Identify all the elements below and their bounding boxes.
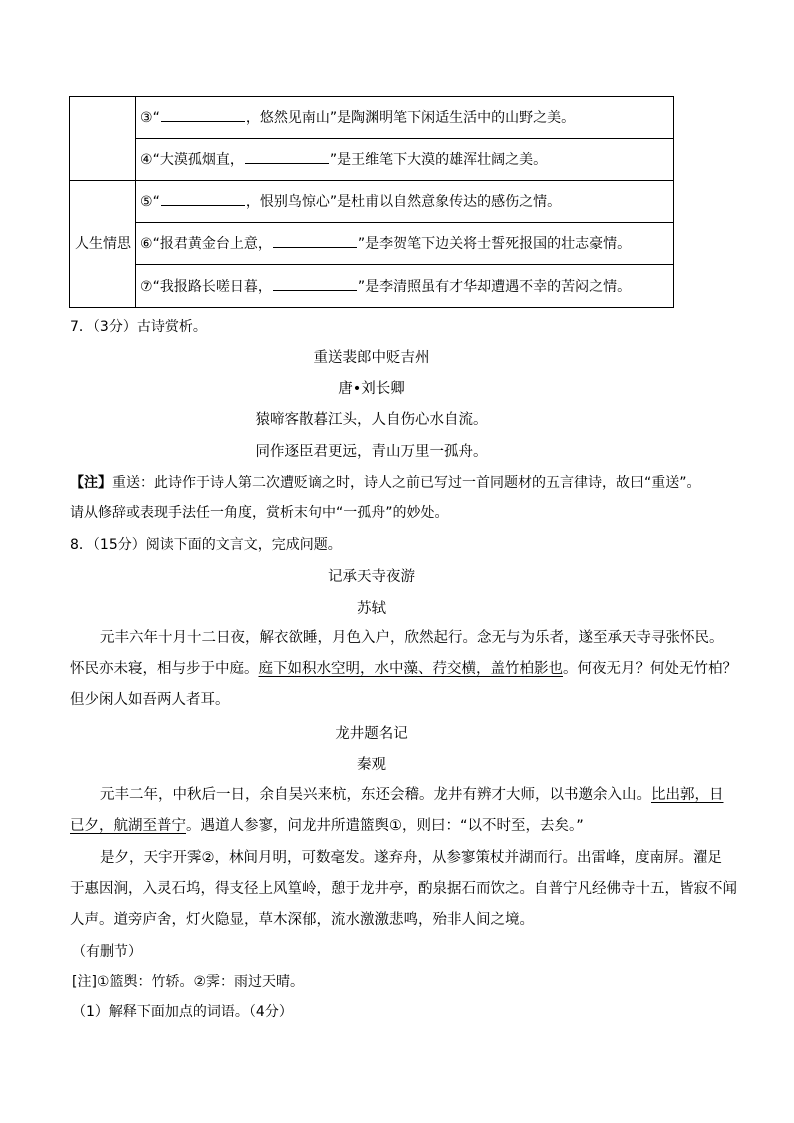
table-border-right	[673, 96, 674, 308]
row-number: ④	[140, 152, 153, 168]
underlined-sentence: 已夕，航湖至普宁	[70, 818, 186, 834]
table-row	[140, 108, 575, 128]
fill-blank[interactable]	[273, 234, 357, 248]
row-text-before: “我报路长嗟日暮，	[152, 279, 272, 295]
note-label: 【注】	[70, 475, 112, 491]
fill-blank[interactable]	[245, 150, 329, 164]
underlined-sentence: 庭下如积水空明，水中藻、荇交横，盖竹柏影也	[258, 661, 563, 677]
q8-sub1: （1）解释下面加点的词语。（4分）	[72, 1004, 293, 1020]
text2-line	[100, 785, 760, 805]
table-row	[140, 192, 561, 212]
abridged-note: （有删节）	[72, 944, 142, 960]
row-text-before: “报君黄金台上意，	[152, 236, 272, 252]
q8-note: [注]①篮舆：竹轿。②霁：雨过天晴。	[72, 974, 305, 990]
row-text-before: “	[152, 110, 160, 126]
poem-line: 同作逐臣君更远，青山万里一孤舟。	[255, 444, 488, 460]
table-divider	[135, 138, 674, 139]
text2-line: 人声。道旁庐舍，灯火隐显，草木深郁，流水激激悲鸣，殆非人间之境。	[70, 912, 534, 928]
fill-blank[interactable]	[273, 277, 357, 291]
row-number: ③	[140, 110, 153, 126]
table-border-top	[69, 96, 674, 97]
text2-line: 于惠因涧，入灵石坞，得支径上风篁岭，憩于龙井亭，酌泉据石而饮之。自普宁凡经佛寺十五，皆寂不闻	[70, 881, 737, 897]
category-label: 人生情思	[75, 236, 131, 252]
q7-note	[70, 472, 701, 492]
table-row	[140, 150, 547, 170]
note-text: 重送：此诗作于诗人第二次遭贬谪之时，诗人之前已写过一首同题材的五言律诗，故曰“重送”。	[112, 475, 701, 491]
q8-header: 8．（15分）阅读下面的文言文，完成问题。	[70, 537, 342, 553]
poem-line: 猿啼客散暮江头，人自伤心水自流。	[255, 412, 488, 428]
text2-line	[70, 816, 730, 836]
text2-line: 是夕，天宇开霁②，林间月明，可数毫发。遂弃舟，从参寥策杖并湖而行。出雷峰，度南屏。濯足	[100, 850, 722, 866]
text2-title: 龙井题名记	[335, 726, 408, 742]
text1-title: 记承天寺夜游	[328, 569, 415, 585]
text2-author: 秦观	[357, 757, 386, 773]
table-divider	[69, 180, 674, 181]
text-segment: 怀民亦未寝，相与步于中庭。	[70, 661, 259, 677]
text-segment: 。遇道人参寥，问龙井所遣篮舆①，则曰：“以不时至，去矣。”	[186, 818, 584, 834]
fill-blank[interactable]	[161, 108, 245, 122]
fill-blank[interactable]	[161, 192, 245, 206]
underlined-sentence: 比出郭，日	[651, 787, 724, 803]
row-text-after: ”是王维笔下大漠的雄浑壮阔之美。	[329, 152, 548, 168]
poetry-fill-table	[69, 96, 674, 308]
row-number: ⑦	[140, 279, 153, 295]
row-text-after: ，恨别鸟惊心”是杜甫以自然意象传达的感伤之情。	[245, 194, 562, 210]
table-border-bottom	[69, 307, 674, 308]
table-border-left	[69, 96, 70, 308]
table-row	[140, 234, 631, 254]
row-text-after: ，悠然见南山”是陶渊明笔下闲适生活中的山野之美。	[245, 110, 576, 126]
text1-line	[70, 659, 737, 679]
table-divider	[135, 264, 674, 265]
row-number: ⑤	[140, 194, 153, 210]
q7-header: 7．（3分）古诗赏析。	[70, 319, 207, 335]
text-segment: 。何夜无月？何处无竹柏？	[563, 661, 737, 677]
table-column-divider	[135, 96, 136, 308]
text1-line: 元丰六年十月十二日夜，解衣欲睡，月色入户，欣然起行。念无与为乐者，遂至承天寺寻张怀民。	[100, 630, 724, 646]
table-row	[140, 277, 631, 297]
row-number: ⑥	[140, 236, 153, 252]
poem-author: 唐•刘长卿	[338, 381, 405, 397]
row-text-after: ”是李贺笔下边关将士誓死报国的壮志豪情。	[357, 236, 632, 252]
text1-author: 苏轼	[357, 601, 386, 617]
row-text-after: ”是李清照虽有才华却遭遇不幸的苦闷之情。	[357, 279, 632, 295]
q7-question: 请从修辞或表现手法任一角度，赏析末句中“一孤舟”的妙处。	[70, 505, 449, 521]
poem-title: 重送裴郎中贬吉州	[313, 350, 430, 366]
text1-line: 但少闲人如吾两人者耳。	[70, 692, 230, 708]
text-segment: 元丰二年，中秋后一日，余自吴兴来杭，东还会稽。龙井有辨才大师，以书邀余入山。	[100, 787, 651, 803]
row-text-before: “	[152, 194, 160, 210]
table-divider	[135, 222, 674, 223]
row-text-before: “大漠孤烟直，	[152, 152, 244, 168]
